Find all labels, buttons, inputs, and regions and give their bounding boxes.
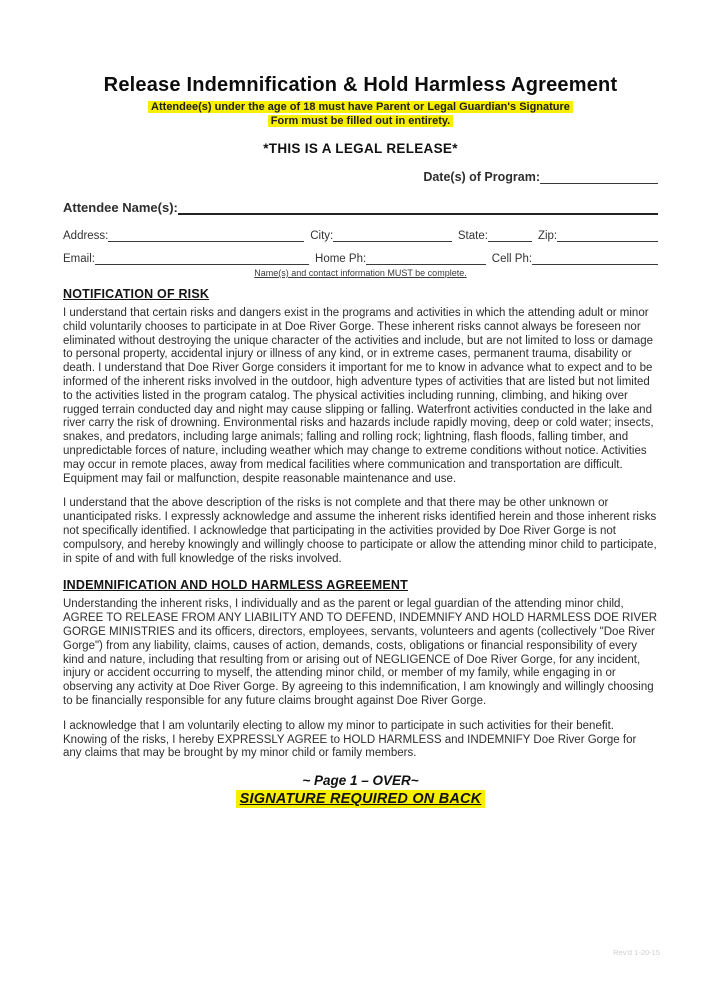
age-notice-line1: Attendee(s) under the age of 18 must have Parent or Legal Guardian's Signature — [148, 101, 573, 113]
home-phone-label: Home Ph: — [315, 253, 367, 265]
date-of-program-row — [63, 170, 658, 184]
address-label: Address: — [63, 230, 109, 242]
date-of-program-field[interactable] — [540, 171, 658, 184]
email-label: Email: — [63, 253, 95, 265]
age-notice-line2: Form must be filled out in entirety. — [268, 115, 453, 127]
risk-paragraph-1: I understand that certain risks and dangers exist in the programs and activities in which the attending adult or minor child voluntarily chooses to participate in at Doe River Gorge. These inherent risks cannot always be foreseen nor eliminated without destroying the unique character of the activities and include, but are not limited to loss or damage to personal property, accidental injury or illness of any kind, or in extreme cases, permanent trauma, disability or death. I understand that Doe River Gorge considers it important for me to know in advance what to expect and to be informed of the inherent risks involved in the outdoor, high adventure types of activities that are listed but not limited to the activities listed in the program catalog. The physical activities including running, climbing, and hiking over rugged terrain conducted day and night may cause slipping or falling. Waterfront activities conducted in the lake and river carry the risk of drowning. Environmental risks and hazards include rapidly moving, deep or cold water; insects, snakes, and predators, including large animals; falling and rolling rock; lightning, flash floods, falling timber, and unpredictable forces of nature, including weather which may change to extreme conditions without notice. Activities may occur in remote places, away from medical facilities where communication and transportation are difficult. Equipment may fail or malfunction, despite reasonable maintenance and use. — [63, 307, 654, 485]
address-field[interactable] — [108, 229, 304, 242]
city-label: City: — [310, 230, 334, 242]
indemnification-heading: INDEMNIFICATION AND HOLD HARMLESS AGREEMENT — [63, 578, 408, 593]
state-field[interactable] — [488, 229, 532, 242]
attendee-name-row — [63, 200, 658, 215]
email-phone-row — [63, 252, 658, 265]
zip-label: Zip: — [537, 230, 558, 242]
contact-complete-note: Name(s) and contact information MUST be complete. — [254, 268, 467, 278]
age-notice — [63, 101, 658, 128]
cell-phone-field[interactable] — [532, 252, 658, 265]
city-field[interactable] — [333, 229, 452, 242]
attendee-name-field[interactable] — [178, 201, 658, 215]
notification-of-risk-heading: NOTIFICATION OF RISK — [63, 287, 210, 301]
signature-required-note — [63, 790, 658, 808]
state-label: State: — [457, 230, 488, 242]
home-phone-field[interactable] — [366, 252, 486, 265]
date-of-program-label: Date(s) of Program: — [423, 170, 540, 184]
signature-required-text: SIGNATURE REQUIRED ON BACK — [236, 790, 486, 808]
indemnification-paragraph-1: Understanding the inherent risks, I individually and as the parent or legal guardian of the attending minor child, AGREE TO RELEASE FROM ANY LIABILITY AND TO DEFEND, INDEMNIFY AND HOLD HARMLESS DOE RIVER GORGE MINISTRIES and its officers, directors, employees, servants, volunteers and agents (collectively "Doe River Gorge") from any liability, claims, causes of action, demands, costs, obligations or financial responsibility of every kind and nature, including that resulting from or arising out of NEGLIGENCE of Doe River Gorge, for any incident, injury or accident occurring to myself, the attending minor child, or member of my family, while engaging in or observing any activity at Doe River Gorge. By agreeing to this indemnification, I am knowingly and willingly choosing to be financially responsible for any future claims brought against Doe River Gorge. — [63, 598, 658, 707]
page-title: Release Indemnification & Hold Harmless Agreement — [103, 74, 618, 96]
attendee-name-label: Attendee Name(s): — [63, 200, 178, 215]
cell-phone-label: Cell Ph: — [491, 253, 533, 265]
risk-paragraph-2: I understand that the above description of the risks is not complete and that there may be other unknown or unanticipated risks. I expressly acknowledge and assume the inherent risks identified herein and those inherent risks not specifically identified. I acknowledge that participating in the activities provided by Doe River Gorge is not compulsory, and hereby knowingly and willingly choose to participate or allow the attending minor child to participate, in spite of and with full knowledge of the risks involved. — [63, 497, 657, 565]
indemnification-paragraph-2: I acknowledge that I am voluntarily electing to allow my minor to participate in such activities for their benefit. Knowing of the risks, I hereby EXPRESSLY AGREE to HOLD HARMLESS and INDEMNIFY Doe River Gorge for any claims that may be brought by my minor child or family members. — [63, 719, 637, 760]
revision-note: Rev'd 1-20-15 — [613, 948, 660, 957]
section-indemnification — [63, 578, 658, 761]
legal-release-statement: *THIS IS A LEGAL RELEASE* — [263, 141, 458, 156]
release-form-page — [0, 74, 720, 1005]
page-number-note: ~ Page 1 – OVER~ — [302, 773, 419, 789]
zip-field[interactable] — [557, 229, 658, 242]
address-row — [63, 229, 658, 242]
section-notification-of-risk — [63, 287, 658, 566]
email-field[interactable] — [95, 252, 309, 265]
